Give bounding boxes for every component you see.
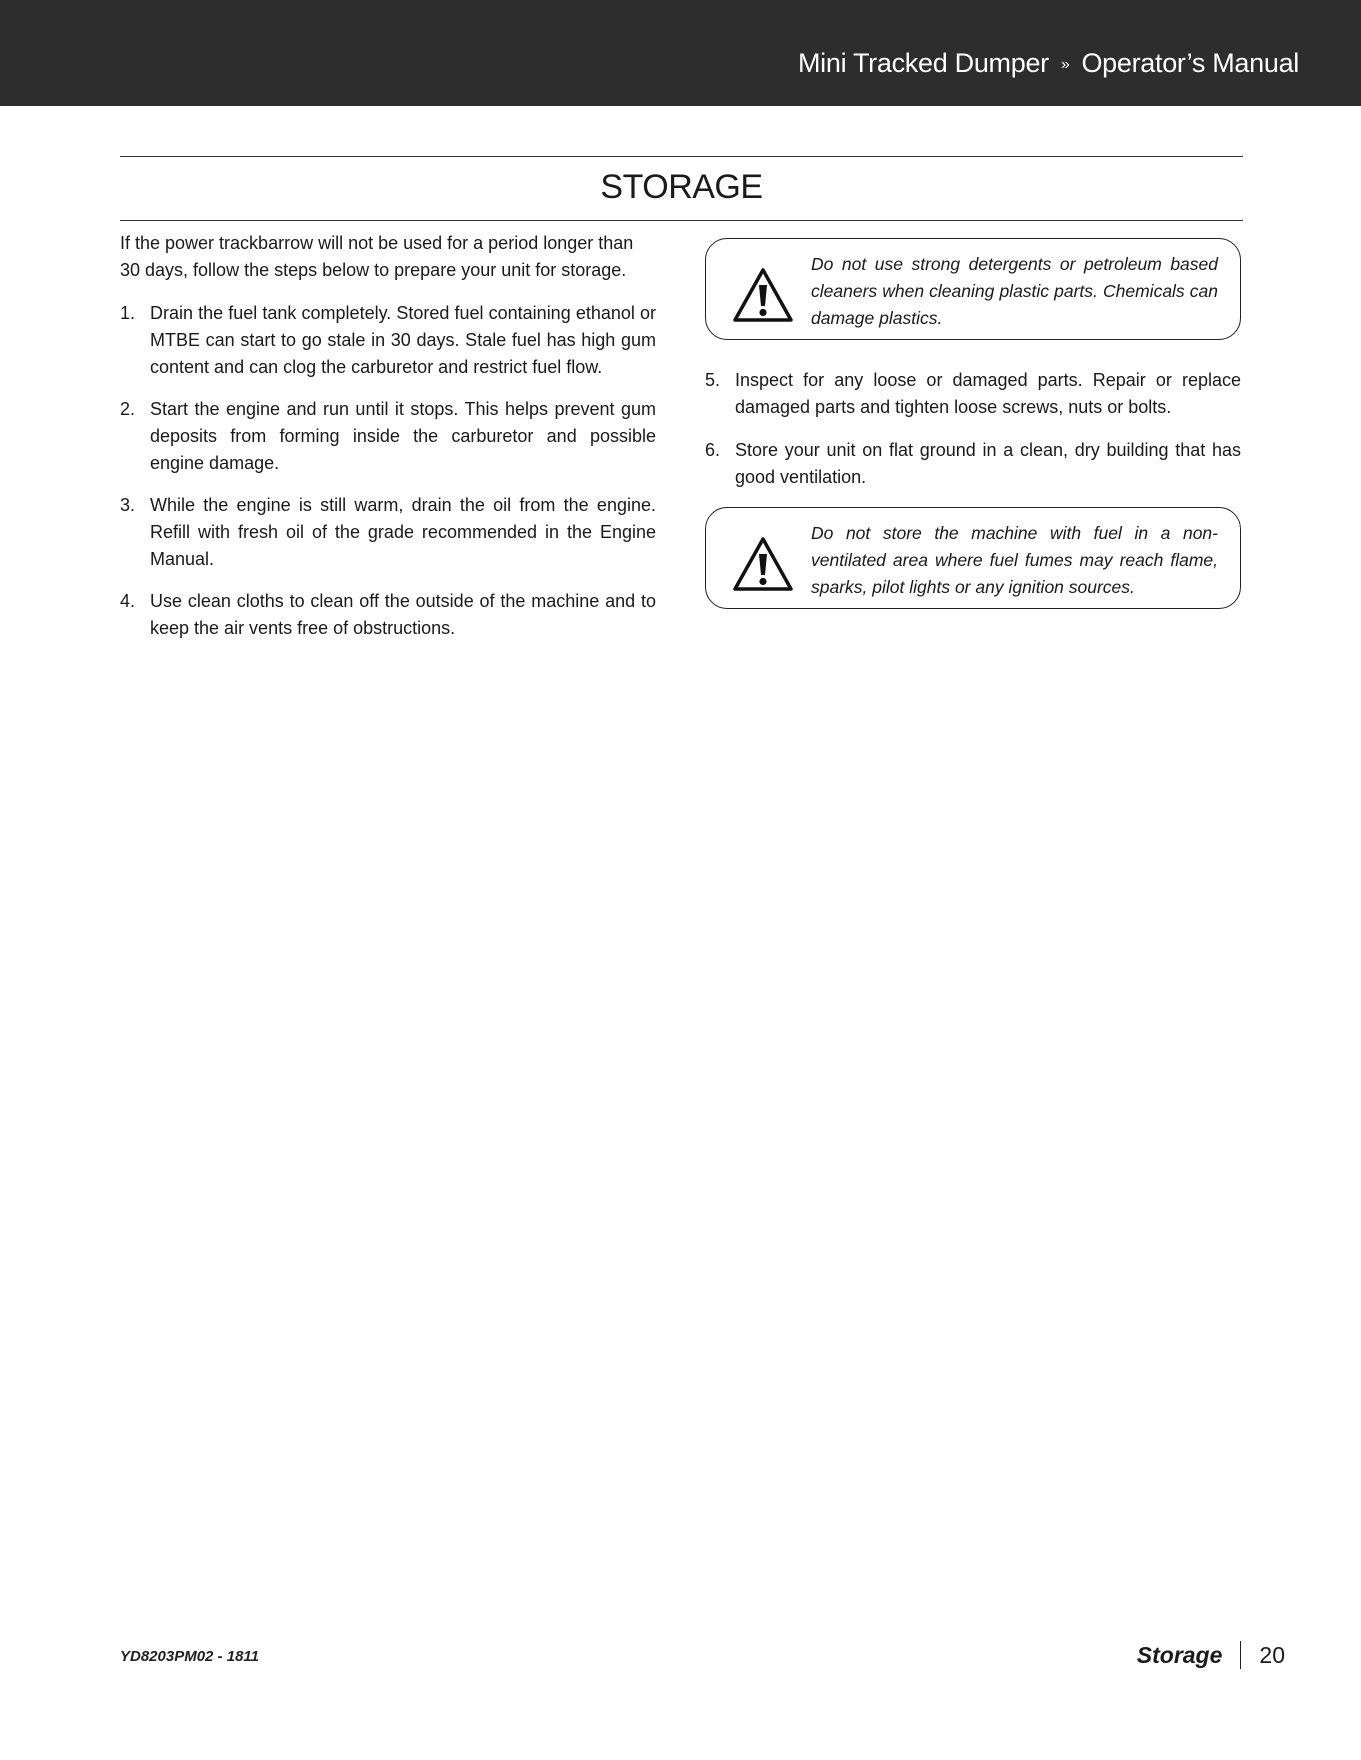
header-bar xyxy=(0,0,1361,106)
breadcrumb-separator: » xyxy=(1060,56,1070,73)
intro-paragraph: If the power trackbarrow will not be used for a period longer than 30 days, follow the steps below to prepare your unit for storage. xyxy=(120,233,634,280)
step-item xyxy=(120,588,656,642)
step-item xyxy=(120,396,656,477)
right-steps xyxy=(705,367,1241,491)
step-number: 2. xyxy=(120,399,136,419)
manual-type: Operator’s Manual xyxy=(1081,48,1299,78)
page-number: 20 xyxy=(1259,1641,1285,1668)
header-title xyxy=(798,48,1299,79)
step-item xyxy=(705,367,1241,421)
footer-section-name: Storage xyxy=(1136,1641,1223,1668)
step-text: Start the engine and run until it stops. This helps prevent gum deposits from forming inside the carburetor and possible engine damage. xyxy=(150,399,656,473)
step-text: Inspect for any loose or damaged parts. Repair or replace damaged parts and tighten loose screws, nuts or bolts. xyxy=(735,370,1241,417)
warning-box-fuel-storage xyxy=(705,507,1241,609)
manual-product-name: Mini Tracked Dumper xyxy=(797,48,1049,78)
section-rule-bottom xyxy=(120,220,1243,221)
step-text: Drain the fuel tank completely. Stored fuel containing ethanol or MTBE can start to go stale in 30 days. Stale fuel has high gum content and can clog the carburetor and restrict fuel flow. xyxy=(150,303,656,377)
warning-text: Do not use strong detergents or petroleum based cleaners when cleaning plastic parts. Chemicals can damage plastics. xyxy=(811,254,1218,328)
step-text: Use clean cloths to clean off the outside of the machine and to keep the air vents free of obstructions. xyxy=(150,591,656,638)
warning-triangle-icon xyxy=(732,267,794,323)
step-number: 6. xyxy=(705,440,721,460)
right-column xyxy=(705,238,1241,609)
document-code: YD8203PM02 - 1811 xyxy=(120,1648,259,1665)
left-column xyxy=(120,230,656,657)
step-text: Store your unit on flat ground in a clean, dry building that has good ventilation. xyxy=(735,440,1241,487)
section-rule-top xyxy=(120,156,1243,157)
footer-divider xyxy=(1240,1641,1241,1669)
step-number: 1. xyxy=(120,303,136,323)
step-text: While the engine is still warm, drain the oil from the engine. Refill with fresh oil of the grade recommended in the Engine Manual. xyxy=(150,495,656,569)
step-number: 3. xyxy=(120,495,136,515)
warning-triangle-icon xyxy=(732,536,794,592)
warning-text: Do not store the machine with fuel in a non-ventilated area where fuel fumes may reach flame, sparks, pilot lights or any ignition sources. xyxy=(811,523,1218,597)
step-item xyxy=(120,492,656,573)
step-item xyxy=(705,437,1241,491)
step-number: 5. xyxy=(705,370,721,390)
warning-box-detergents xyxy=(705,238,1241,340)
section-title: STORAGE xyxy=(600,168,763,206)
step-item xyxy=(120,300,656,381)
page-footer xyxy=(1137,1641,1285,1669)
step-number: 4. xyxy=(120,591,136,611)
